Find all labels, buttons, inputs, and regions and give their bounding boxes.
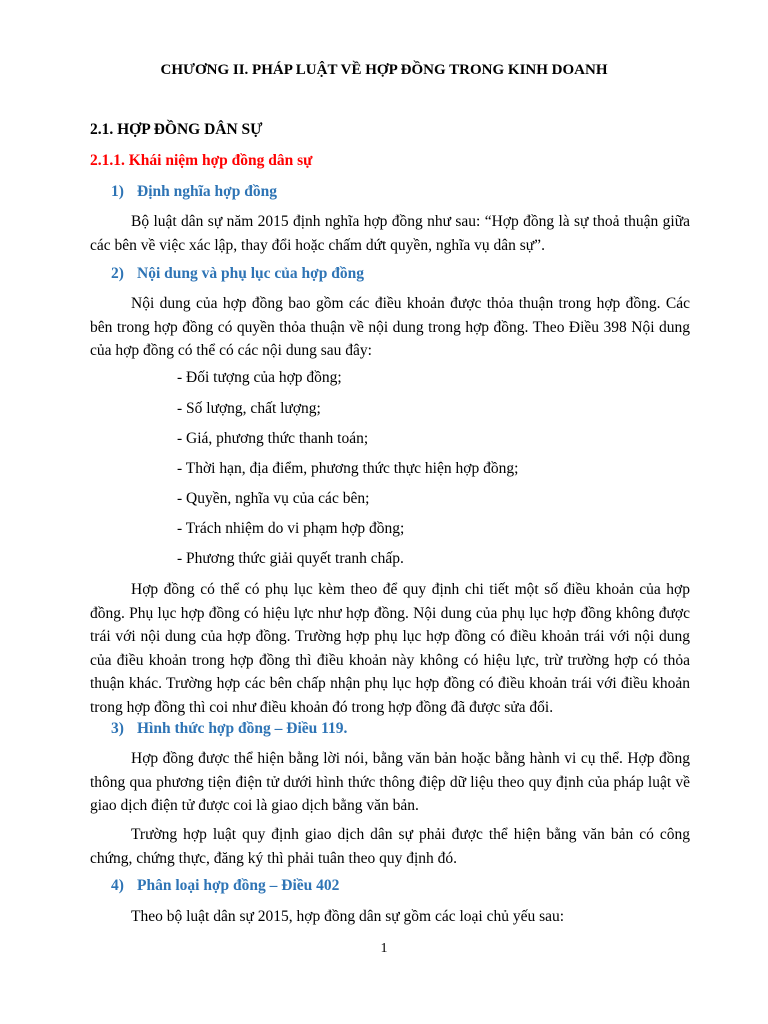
list-item: - Đối tượng của hợp đồng;: [177, 369, 342, 386]
item-number: 3): [111, 720, 124, 737]
item-number: 2): [111, 265, 124, 282]
page-number: 1: [380, 941, 388, 956]
item-title: Định nghĩa hợp đồng: [137, 183, 277, 200]
list-item: - Số lượng, chất lượng;: [177, 400, 321, 417]
paragraph-content: Nội dung của hợp đồng bao gồm các điều khoản được thỏa thuận trong hợp đồng. Các bên trong hợp đồng có quyền thỏa thuận về nội dung trong hợp đồng. Theo Điều 398 Nội dung của hợp đồng có thể có các nội dung sau đây:: [90, 295, 690, 359]
item-heading-content: [111, 265, 364, 283]
chapter-title: CHƯƠNG II. PHÁP LUẬT VỀ HỢP ĐỒNG TRONG KINH DOANH: [160, 62, 608, 78]
list-item: - Phương thức giải quyết tranh chấp.: [177, 550, 404, 567]
paragraph-notarization: Trường hợp luật quy định giao dịch dân sự phải được thể hiện bằng văn bản có công chứng, chứng thực, đăng ký thì phải tuân theo quy định đó.: [90, 826, 690, 867]
paragraph-appendix: Hợp đồng có thể có phụ lục kèm theo để quy định chi tiết một số điều khoản của hợp đồng. Phụ lục hợp đồng có hiệu lực như hợp đồng. Nội dung của phụ lục hợp đồng không được trái với nội dung của hợp đồng. Trường hợp phụ lục hợp đồng có điều khoản trái với nội dung của điều khoản trong hợp đồng thì điều khoản này không có hiệu lực, trừ trường hợp có thỏa thuận khác. Trường hợp các bên chấp nhận phụ lục hợp đồng có điều khoản trái với điều khoản trong hợp đồng thì coi như điều khoản đó trong hợp đồng đã được sửa đổi.: [90, 581, 690, 716]
paragraph-definition: Bộ luật dân sự năm 2015 định nghĩa hợp đồng như sau: “Hợp đồng là sự thoả thuận giữa các bên về việc xác lập, thay đổi hoặc chấm dứt quyền, nghĩa vụ dân sự”.: [90, 213, 690, 254]
paragraph-form: Hợp đồng được thể hiện bằng lời nói, bằng văn bản hoặc bằng hành vi cụ thể. Hợp đồng thông qua phương tiện điện tử dưới hình thức thông điệp dữ liệu theo quy định của pháp luật về giao dịch điện tử được coi là giao dịch bằng văn bản.: [90, 750, 690, 814]
list-item: - Trách nhiệm do vi phạm hợp đồng;: [177, 520, 405, 537]
item-heading-classification: [111, 877, 339, 895]
item-number: 4): [111, 877, 124, 894]
item-number: 1): [111, 183, 124, 200]
subsection-title: 2.1.1. Khái niệm hợp đồng dân sự: [90, 152, 313, 169]
item-heading-form: [111, 720, 347, 738]
item-heading-definition: [111, 183, 277, 201]
list-item: - Giá, phương thức thanh toán;: [177, 430, 369, 447]
paragraph-classification: Theo bộ luật dân sự 2015, hợp đồng dân sự gồm các loại chủ yếu sau:: [131, 908, 565, 925]
item-title: Hình thức hợp đồng – Điều 119.: [137, 720, 348, 737]
item-title: Nội dung và phụ lục của hợp đồng: [137, 265, 364, 282]
section-title: 2.1. HỢP ĐỒNG DÂN SỰ: [90, 121, 263, 138]
item-title: Phân loại hợp đồng – Điều 402: [137, 877, 340, 894]
list-item: - Quyền, nghĩa vụ của các bên;: [177, 490, 370, 507]
list-item: - Thời hạn, địa điểm, phương thức thực hiện hợp đồng;: [177, 460, 519, 477]
